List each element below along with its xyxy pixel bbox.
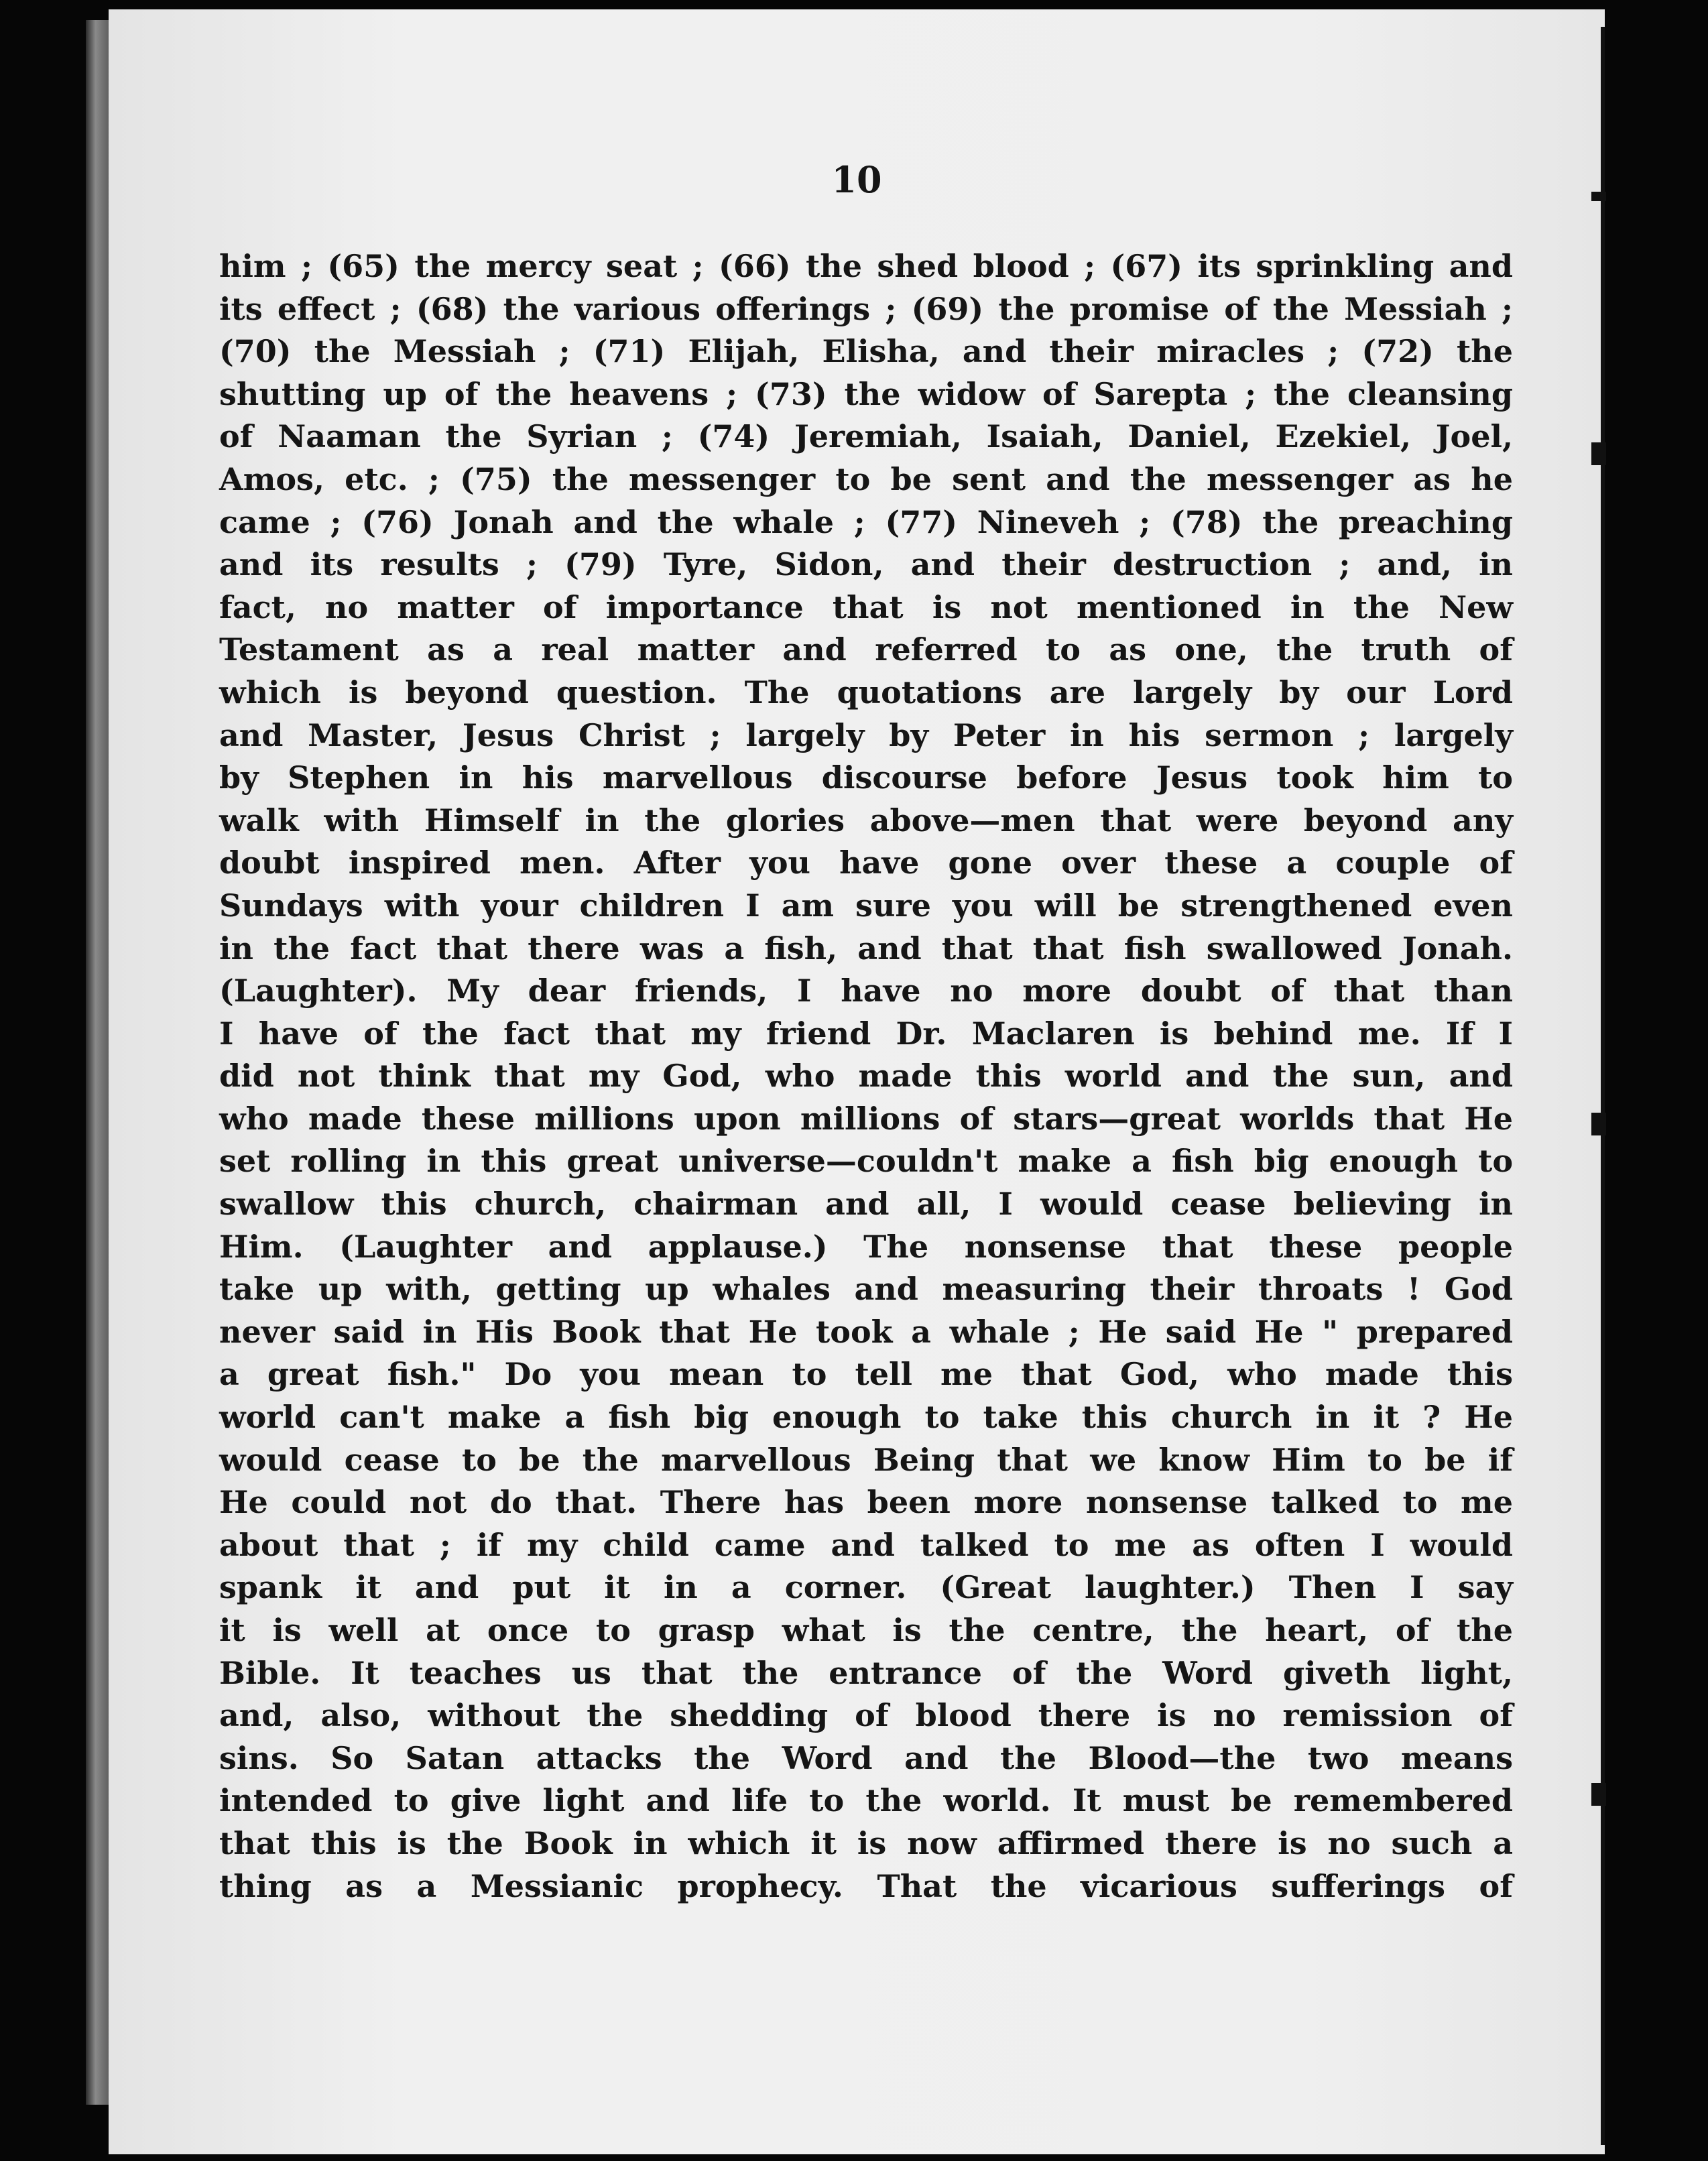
page-left-edge (86, 20, 110, 2105)
text-line: about that ; if my child came and talked to me as often I would (219, 1526, 1513, 1563)
text-line: in the fact that there was a fish, and that that fish swallowed Jonah. (219, 930, 1513, 967)
edge-mark (1591, 1113, 1606, 1135)
text-line: of Naaman the Syrian ; (74) Jeremiah, Isaiah, Daniel, Ezekiel, Joel, (219, 418, 1513, 455)
edge-mark (1591, 442, 1606, 465)
text-line: did not think that my God, who made this world and the sun, and (219, 1058, 1513, 1095)
body-text (219, 245, 1513, 1908)
text-line: sins. So Satan attacks the Word and the Blood—the two means (219, 1739, 1513, 1776)
text-line: walk with Himself in the glories above—men that were beyond any (219, 802, 1513, 839)
text-line: a great fish." Do you mean to tell me that God, who made this (219, 1356, 1513, 1393)
text-line: thing as a Messianic prophecy. That the vicarious sufferings of (219, 1867, 1513, 1904)
text-line: Testament as a real matter and referred to as one, the truth of (219, 631, 1513, 668)
text-line: shutting up of the heavens ; (73) the widow of Sarepta ; the cleansing (219, 375, 1513, 412)
text-line: him ; (65) the mercy seat ; (66) the shed blood ; (67) its sprinkling and (219, 248, 1513, 284)
book-page (109, 9, 1605, 2154)
text-line: Bible. It teaches us that the entrance of the Word giveth light, (219, 1654, 1513, 1691)
text-line: doubt inspired men. After you have gone over these a couple of (219, 845, 1513, 881)
text-line: I have of the fact that my friend Dr. Maclaren is behind me. If I (219, 1015, 1513, 1052)
page-right-edge (1601, 27, 1605, 2145)
text-line: that this is the Book in which it is now affirmed there is no such a (219, 1825, 1513, 1861)
text-line: Amos, etc. ; (75) the messenger to be sent and the messenger as he (219, 460, 1513, 497)
text-line: who made these millions upon millions of stars—great worlds that He (219, 1100, 1513, 1137)
page-number: 10 (831, 158, 882, 201)
text-line: (Laughter). My dear friends, I have no more doubt of that than (219, 973, 1513, 1009)
text-line: by Stephen in his marvellous discourse before Jesus took him to (219, 759, 1513, 796)
text-line: and its results ; (79) Tyre, Sidon, and their destruction ; and, in (219, 546, 1513, 583)
edge-mark (1591, 1783, 1606, 1806)
text-line: He could not do that. There has been more nonsense talked to me (219, 1484, 1513, 1521)
text-line: and, also, without the shedding of blood there is no remission of (219, 1697, 1513, 1734)
edge-mark (1591, 192, 1606, 201)
text-line: set rolling in this great universe—couldn't make a fish big enough to (219, 1143, 1513, 1180)
text-line: swallow this church, chairman and all, I would cease believing in (219, 1186, 1513, 1223)
text-line: which is beyond question. The quotations are largely by our Lord (219, 674, 1513, 711)
text-line: Him. (Laughter and applause.) The nonsense that these people (219, 1228, 1513, 1265)
text-line: it is well at once to grasp what is the centre, the heart, of the (219, 1612, 1513, 1648)
text-line: Sundays with your children I am sure you will be strengthened even (219, 887, 1513, 924)
text-line: spank it and put it in a corner. (Great laughter.) Then I say (219, 1569, 1513, 1606)
text-line: fact, no matter of importance that is not mentioned in the New (219, 589, 1513, 625)
text-line: its effect ; (68) the various offerings ; (69) the promise of the Messiah ; (219, 290, 1513, 327)
text-line: and Master, Jesus Christ ; largely by Peter in his sermon ; largely (219, 717, 1513, 753)
text-line: take up with, getting up whales and measuring their throats ! God (219, 1271, 1513, 1308)
text-line: would cease to be the marvellous Being that we know Him to be if (219, 1441, 1513, 1478)
text-line: came ; (76) Jonah and the whale ; (77) Nineveh ; (78) the preaching (219, 503, 1513, 540)
text-line: intended to give light and life to the world. It must be remembered (219, 1782, 1513, 1819)
text-line: world can't make a fish big enough to take this church in it ? He (219, 1399, 1513, 1436)
text-line: (70) the Messiah ; (71) Elijah, Elisha, and their miracles ; (72) the (219, 333, 1513, 370)
text-line: never said in His Book that He took a whale ; He said He " prepared (219, 1313, 1513, 1350)
